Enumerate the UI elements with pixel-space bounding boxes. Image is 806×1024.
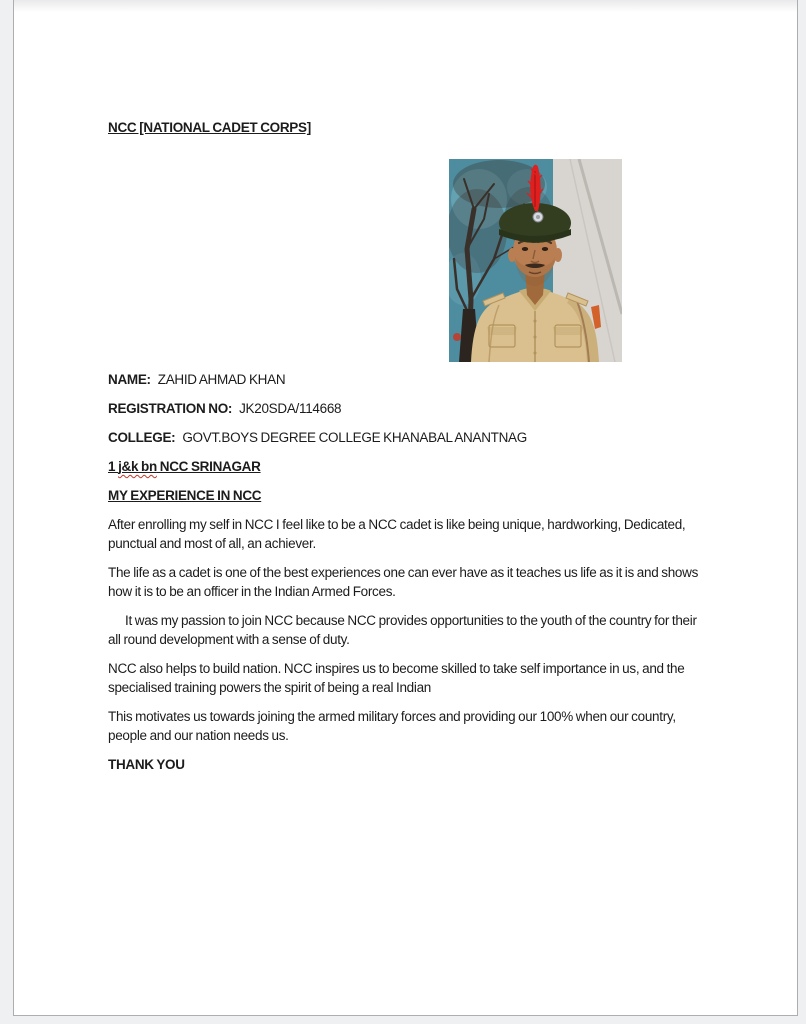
cadet-photo-illustration [449,159,622,362]
field-registration [108,399,711,418]
experience-paragraph-4: NCC also helps to build nation. NCC inspires us to become skilled to take self importance in us, and the specialised training powers the spirit of being a real Indian [108,661,685,695]
field-registration-value: JK20SDA/114668 [239,401,342,416]
unit-heading-flagged-text: j&k bn [118,459,157,474]
field-college [108,428,711,447]
field-name-label: NAME: [108,372,151,387]
unit-heading-prefix: 1 [108,459,119,474]
experience-paragraph-3: It was my passion to join NCC because NCC provides opportunities to the youth of the country for their all round development with a sense of duty. [108,613,697,647]
closing-text: THANK YOU [108,757,185,772]
experience-paragraph-1: After enrolling my self in NCC I feel like to be a NCC cadet is like being unique, hardworking, Dedicated, punctual and most of all, an achiever. [108,517,686,551]
page-title: NCC [NATIONAL CADET CORPS] [108,120,311,135]
document-content [14,0,797,774]
field-registration-label: REGISTRATION NO: [108,401,233,416]
experience-paragraph-2: The life as a cadet is one of the best experiences one can ever have as it teaches us life as it is and shows how it is to be an officer in the Indian Armed Forces. [108,565,699,599]
experience-paragraph-5: This motivates us towards joining the armed military forces and providing our 100% when our country, people and our nation needs us. [108,709,676,743]
cadet-photo [449,159,622,362]
unit-heading [108,457,711,476]
field-college-label: COLLEGE: [108,430,176,445]
field-name [108,370,711,389]
field-college-value: GOVT.BOYS DEGREE COLLEGE KHANABAL ANANTNAG [182,430,527,445]
field-name-value: ZAHID AHMAD KHAN [157,372,286,387]
unit-heading-suffix: NCC SRINAGAR [156,459,261,474]
document-page [13,0,798,1016]
section-heading: MY EXPERIENCE IN NCC [108,488,262,503]
